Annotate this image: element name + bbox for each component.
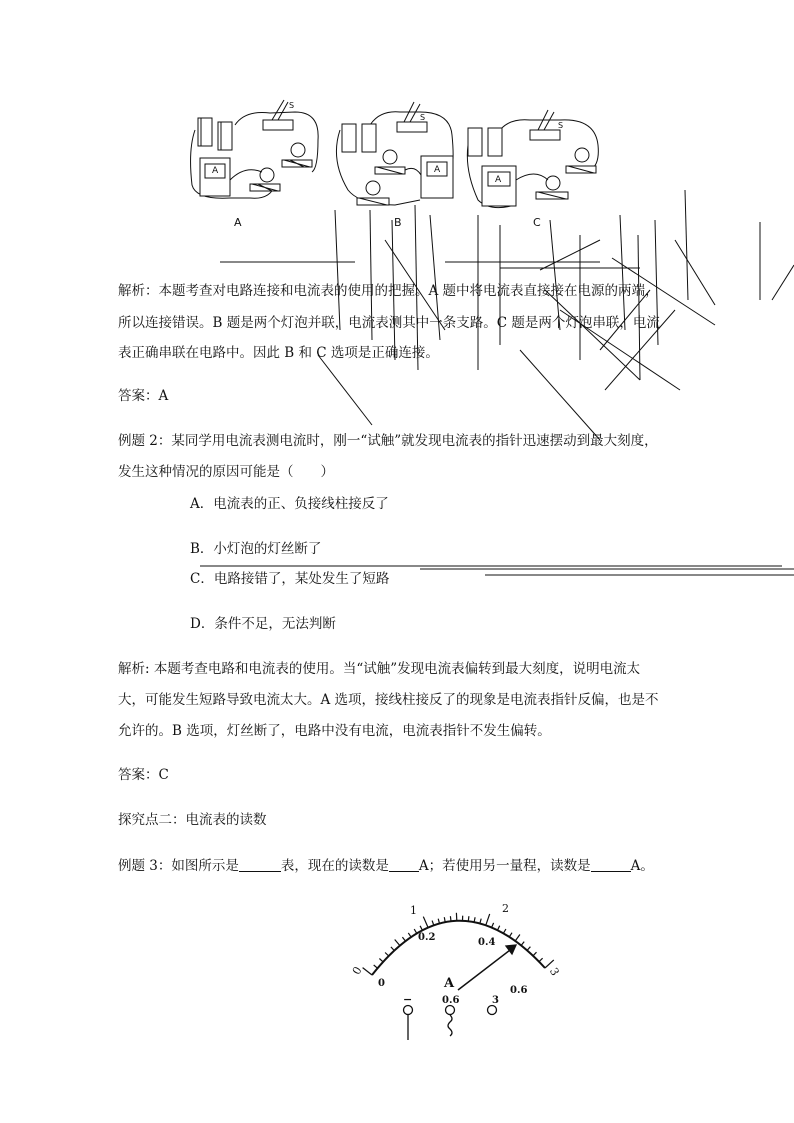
meter-scale-tick [533, 952, 537, 956]
meter-scale-tick [385, 953, 389, 957]
terminal-label-3: 3 [492, 995, 499, 1006]
example3-part1: 例题 3：如图所示是 [118, 858, 239, 874]
meter-scale-tick [402, 937, 405, 941]
meter-scale-tick [432, 921, 434, 926]
answer2: 答案：C [118, 767, 169, 783]
meter-scale-tick [545, 960, 554, 968]
analysis2-line2: 大，可能发生短路导致电流太大。A 选项，接线柱接反了的现象是电流表指针反偏，也是不 [118, 692, 659, 708]
meter-scale-tick [509, 933, 512, 937]
svg-text:S: S [420, 113, 426, 122]
example3-part4: A。 [630, 858, 654, 874]
option-b: B．小灯泡的灯丝断了 [190, 541, 322, 557]
analysis1-line2: 所以连接错误。B 题是两个灯泡并联，电流表测其中一条支路。C 题是两个灯泡串联，电流 [118, 315, 660, 331]
section-title: 探究点二：电流表的读数 [118, 812, 267, 828]
svg-text:S: S [558, 121, 564, 130]
option-a: A．电流表的正、负接线柱接反了 [190, 496, 389, 512]
analysis2-line1: 解析: 本题考查电路和电流表的使用。当“试触”发现电流表偏转到最大刻度，说明电流太 [118, 661, 641, 677]
meter-scale-tick [486, 914, 490, 925]
option-c: C．电路接错了，某处发生了短路 [190, 571, 390, 587]
meter-scale-tick [420, 926, 422, 931]
upper-tick-1: 1 [410, 904, 417, 917]
meter-scale-tick [379, 959, 383, 962]
meter-scale-tick [480, 919, 481, 924]
meter-scale-tick [408, 933, 411, 937]
meter-scale-tick [374, 965, 378, 968]
meter-scale-tick [539, 958, 543, 962]
circuit-label-a: A [234, 216, 242, 229]
meter-unit: A [444, 976, 455, 991]
analysis1-line1: 解析：本题考查对电路连接和电流表的使用的把握。A 题中将电流表直接接在电源的两端， [118, 283, 659, 299]
analysis1-line3: 表正确串联在电路中。因此 B 和 C 选项是正确连接。 [118, 345, 439, 361]
upper-tick-0: 0 [349, 964, 365, 977]
example2-line1: 例题 2：某同学用电流表测电流时，刚一“试触”就发现电流表的指针迅速摆动到最大刻度， [118, 433, 658, 449]
example3-part2: 表，现在的读数是 [280, 858, 389, 874]
lower-tick-0: 0 [378, 978, 385, 989]
terminal-0-6 [446, 1006, 455, 1015]
lower-tick-0-6: 0.6 [510, 985, 528, 996]
upper-tick-2: 2 [502, 902, 509, 915]
analysis2-line3: 允许的。B 选项，灯丝断了，电路中没有电流，电流表指针不发生偏转。 [118, 723, 551, 739]
svg-text:S: S [289, 101, 295, 110]
meter-scale-tick [498, 926, 500, 931]
terminal-negative [404, 1006, 413, 1015]
lower-tick-0-2: 0.2 [418, 932, 436, 943]
upper-tick-3: 3 [546, 965, 562, 979]
meter-scale-tick [521, 942, 524, 946]
meter-scale-tick [391, 947, 394, 951]
circuit-label-c: C [533, 216, 541, 229]
meter-scale-arc [372, 921, 545, 975]
terminal-label-negative: − [403, 993, 413, 1006]
meter-scale-tick [468, 916, 469, 921]
meter-a-letter: A [212, 166, 219, 176]
meter-scale-tick [527, 947, 530, 951]
meter-scale-tick [395, 940, 400, 946]
meter-b-letter: A [434, 165, 441, 175]
meter-c-letter: A [495, 175, 502, 185]
meter-scale-tick [414, 929, 417, 933]
meter-scale-tick [450, 916, 451, 921]
example3-part3: A；若使用另一量程，读数是 [418, 858, 591, 874]
lower-tick-0-4: 0.4 [478, 937, 496, 948]
meter-scale-tick [503, 929, 506, 933]
terminal-3 [488, 1006, 497, 1015]
example2-line2: 发生这种情况的原因可能是（ ） [118, 464, 334, 480]
meter-scale-tick [515, 935, 520, 942]
option-d: D．条件不足，无法判断 [190, 616, 336, 632]
answer1: 答案：A [118, 388, 169, 404]
meter-pointer [458, 947, 514, 990]
terminal-label-0-6: 0.6 [442, 995, 460, 1006]
circuit-label-b: B [394, 216, 402, 229]
meter-scale-tick [423, 917, 428, 928]
